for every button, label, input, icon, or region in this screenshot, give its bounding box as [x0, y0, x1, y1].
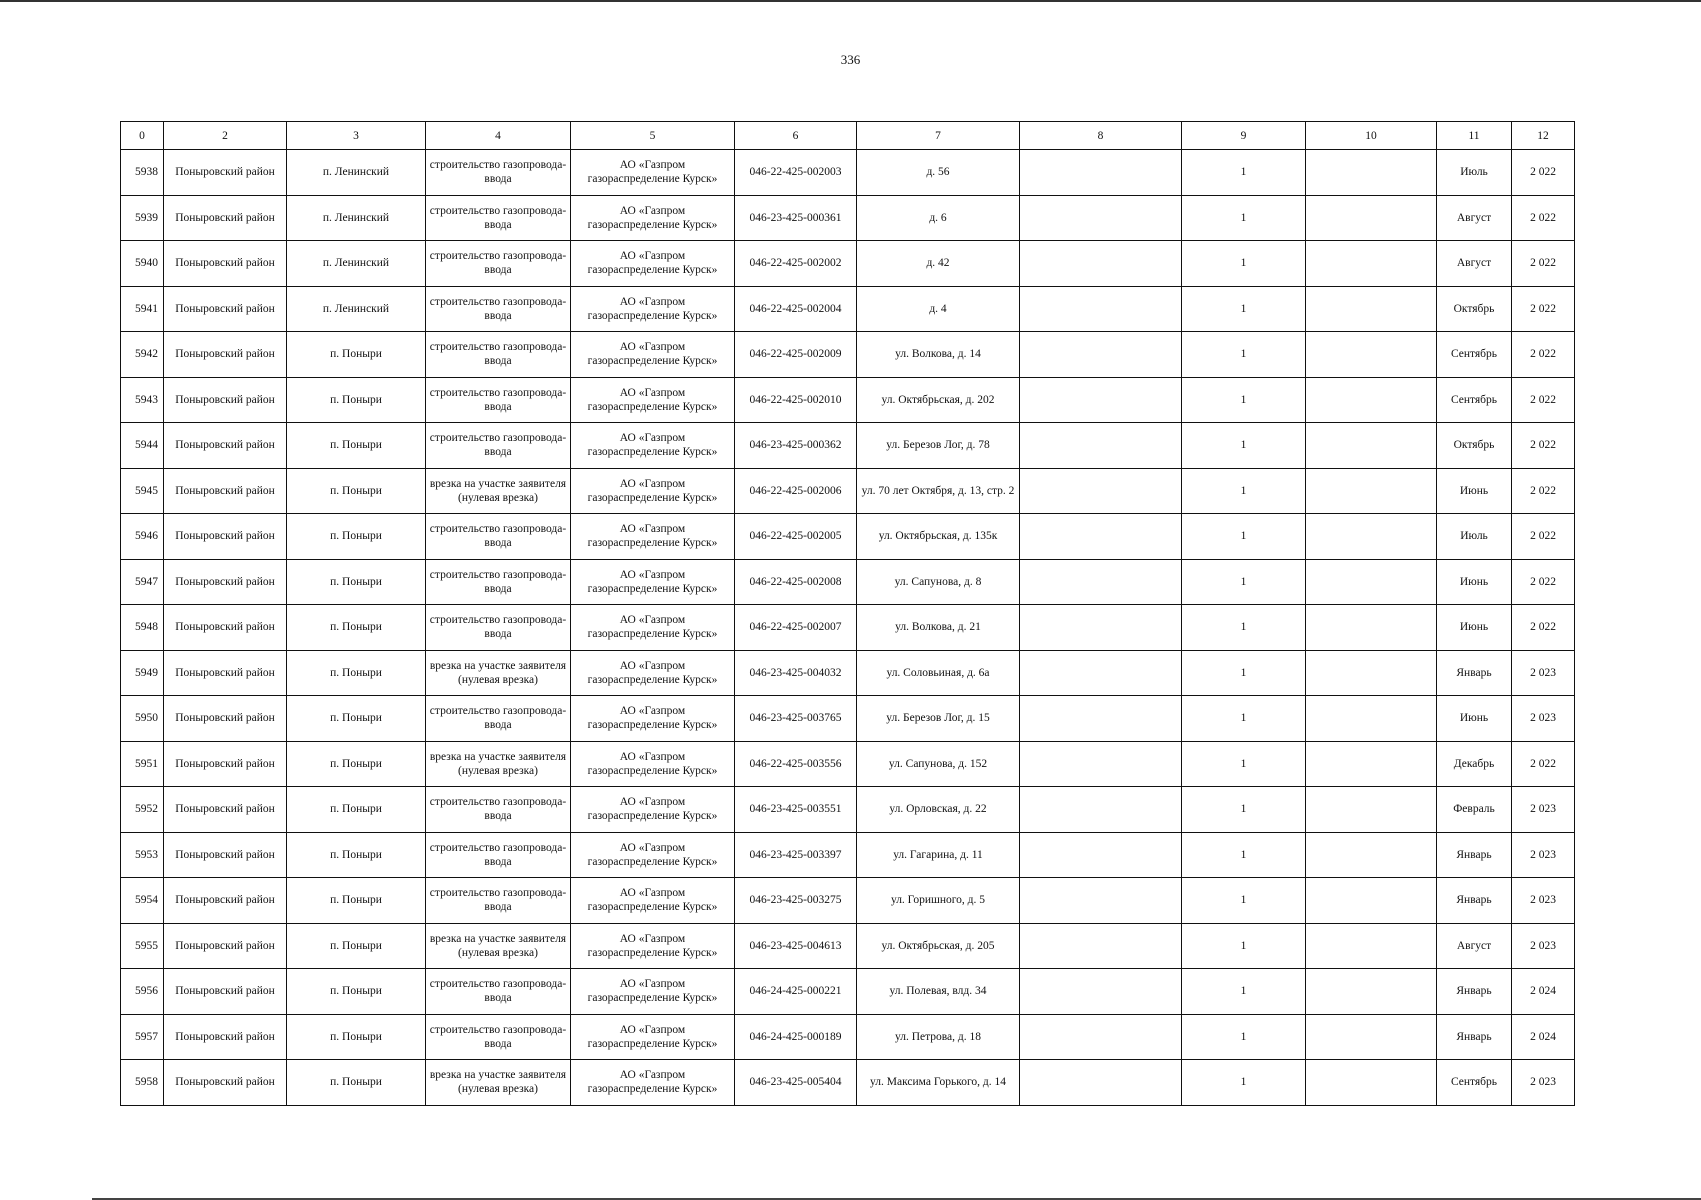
header-cell: 12	[1512, 122, 1575, 150]
month-cell: Июль	[1437, 150, 1512, 196]
work-type-cell: строительство газопровода-ввода	[426, 878, 571, 924]
month-cell: Январь	[1437, 1014, 1512, 1060]
district-cell: Поныровский район	[164, 423, 287, 469]
col10-cell	[1306, 559, 1437, 605]
registry-table	[120, 121, 1575, 1106]
row-id-cell: 5949	[121, 650, 164, 696]
col8-cell	[1020, 286, 1182, 332]
address-cell: ул. Сапунова, д. 8	[857, 559, 1020, 605]
row-id-cell: 5950	[121, 696, 164, 742]
year-cell: 2 024	[1512, 1014, 1575, 1060]
settlement-cell: п. Поныри	[287, 1014, 426, 1060]
district-cell: Поныровский район	[164, 241, 287, 287]
settlement-cell: п. Поныри	[287, 377, 426, 423]
work-type-cell: строительство газопровода-ввода	[426, 195, 571, 241]
work-type-cell: строительство газопровода-ввода	[426, 605, 571, 651]
month-cell: Январь	[1437, 832, 1512, 878]
year-cell: 2 023	[1512, 787, 1575, 833]
row-id-cell: 5953	[121, 832, 164, 878]
col8-cell	[1020, 832, 1182, 878]
organization-cell: АО «Газпром газораспределение Курск»	[571, 514, 735, 560]
col10-cell	[1306, 741, 1437, 787]
organization-cell: АО «Газпром газораспределение Курск»	[571, 650, 735, 696]
row-id-cell: 5941	[121, 286, 164, 332]
col8-cell	[1020, 787, 1182, 833]
quantity-cell: 1	[1182, 1014, 1306, 1060]
table-row	[121, 377, 1575, 423]
settlement-cell: п. Поныри	[287, 559, 426, 605]
district-cell: Поныровский район	[164, 332, 287, 378]
address-cell: д. 4	[857, 286, 1020, 332]
row-id-cell: 5951	[121, 741, 164, 787]
organization-cell: АО «Газпром газораспределение Курск»	[571, 832, 735, 878]
registry-table-container	[120, 121, 1575, 1106]
year-cell: 2 023	[1512, 650, 1575, 696]
col8-cell	[1020, 195, 1182, 241]
header-cell: 11	[1437, 122, 1512, 150]
col10-cell	[1306, 195, 1437, 241]
address-cell: ул. Петрова, д. 18	[857, 1014, 1020, 1060]
year-cell: 2 022	[1512, 150, 1575, 196]
code-cell: 046-22-425-002008	[735, 559, 857, 605]
address-cell: ул. Горишного, д. 5	[857, 878, 1020, 924]
month-cell: Октябрь	[1437, 286, 1512, 332]
settlement-cell: п. Поныри	[287, 923, 426, 969]
code-cell: 046-23-425-004032	[735, 650, 857, 696]
district-cell: Поныровский район	[164, 741, 287, 787]
organization-cell: АО «Газпром газораспределение Курск»	[571, 195, 735, 241]
district-cell: Поныровский район	[164, 605, 287, 651]
quantity-cell: 1	[1182, 377, 1306, 423]
top-edge-rule	[0, 0, 1701, 2]
quantity-cell: 1	[1182, 241, 1306, 287]
row-id-cell: 5952	[121, 787, 164, 833]
table-row	[121, 1060, 1575, 1106]
district-cell: Поныровский район	[164, 514, 287, 560]
col10-cell	[1306, 377, 1437, 423]
work-type-cell: врезка на участке заявителя (нулевая врезка)	[426, 468, 571, 514]
col8-cell	[1020, 514, 1182, 560]
col8-cell	[1020, 559, 1182, 605]
table-row	[121, 150, 1575, 196]
address-cell: ул. Октябрьская, д. 135к	[857, 514, 1020, 560]
address-cell: ул. Соловьиная, д. 6а	[857, 650, 1020, 696]
col8-cell	[1020, 650, 1182, 696]
district-cell: Поныровский район	[164, 650, 287, 696]
work-type-cell: строительство газопровода-ввода	[426, 423, 571, 469]
col8-cell	[1020, 241, 1182, 287]
col10-cell	[1306, 787, 1437, 833]
col8-cell	[1020, 150, 1182, 196]
organization-cell: АО «Газпром газораспределение Курск»	[571, 878, 735, 924]
quantity-cell: 1	[1182, 650, 1306, 696]
col8-cell	[1020, 969, 1182, 1015]
settlement-cell: п. Поныри	[287, 650, 426, 696]
address-cell: ул. Орловская, д. 22	[857, 787, 1020, 833]
row-id-cell: 5957	[121, 1014, 164, 1060]
row-id-cell: 5943	[121, 377, 164, 423]
col10-cell	[1306, 832, 1437, 878]
year-cell: 2 023	[1512, 696, 1575, 742]
organization-cell: АО «Газпром газораспределение Курск»	[571, 559, 735, 605]
row-id-cell: 5938	[121, 150, 164, 196]
address-cell: ул. Октябрьская, д. 205	[857, 923, 1020, 969]
col8-cell	[1020, 878, 1182, 924]
year-cell: 2 023	[1512, 1060, 1575, 1106]
code-cell: 046-23-425-004613	[735, 923, 857, 969]
quantity-cell: 1	[1182, 514, 1306, 560]
settlement-cell: п. Поныри	[287, 332, 426, 378]
year-cell: 2 022	[1512, 286, 1575, 332]
month-cell: Август	[1437, 241, 1512, 287]
quantity-cell: 1	[1182, 559, 1306, 605]
quantity-cell: 1	[1182, 468, 1306, 514]
year-cell: 2 022	[1512, 423, 1575, 469]
work-type-cell: врезка на участке заявителя (нулевая врезка)	[426, 1060, 571, 1106]
table-row	[121, 923, 1575, 969]
address-cell: ул. Волкова, д. 21	[857, 605, 1020, 651]
work-type-cell: строительство газопровода-ввода	[426, 696, 571, 742]
table-row	[121, 605, 1575, 651]
organization-cell: АО «Газпром газораспределение Курск»	[571, 241, 735, 287]
organization-cell: АО «Газпром газораспределение Курск»	[571, 423, 735, 469]
district-cell: Поныровский район	[164, 1060, 287, 1106]
work-type-cell: строительство газопровода-ввода	[426, 559, 571, 605]
row-id-cell: 5939	[121, 195, 164, 241]
col10-cell	[1306, 332, 1437, 378]
year-cell: 2 023	[1512, 878, 1575, 924]
year-cell: 2 022	[1512, 514, 1575, 560]
organization-cell: АО «Газпром газораспределение Курск»	[571, 150, 735, 196]
code-cell: 046-23-425-003765	[735, 696, 857, 742]
header-cell: 0	[121, 122, 164, 150]
row-id-cell: 5945	[121, 468, 164, 514]
col10-cell	[1306, 1060, 1437, 1106]
month-cell: Июнь	[1437, 559, 1512, 605]
code-cell: 046-23-425-000362	[735, 423, 857, 469]
year-cell: 2 022	[1512, 377, 1575, 423]
header-cell: 3	[287, 122, 426, 150]
row-id-cell: 5948	[121, 605, 164, 651]
code-cell: 046-22-425-002010	[735, 377, 857, 423]
code-cell: 046-24-425-000189	[735, 1014, 857, 1060]
code-cell: 046-23-425-003551	[735, 787, 857, 833]
quantity-cell: 1	[1182, 195, 1306, 241]
month-cell: Октябрь	[1437, 423, 1512, 469]
district-cell: Поныровский район	[164, 559, 287, 605]
month-cell: Июнь	[1437, 696, 1512, 742]
year-cell: 2 022	[1512, 605, 1575, 651]
month-cell: Декабрь	[1437, 741, 1512, 787]
table-row	[121, 286, 1575, 332]
organization-cell: АО «Газпром газораспределение Курск»	[571, 969, 735, 1015]
col10-cell	[1306, 969, 1437, 1015]
code-cell: 046-22-425-002004	[735, 286, 857, 332]
quantity-cell: 1	[1182, 741, 1306, 787]
work-type-cell: врезка на участке заявителя (нулевая врезка)	[426, 741, 571, 787]
table-row	[121, 423, 1575, 469]
year-cell: 2 022	[1512, 468, 1575, 514]
table-row	[121, 241, 1575, 287]
organization-cell: АО «Газпром газораспределение Курск»	[571, 332, 735, 378]
settlement-cell: п. Поныри	[287, 741, 426, 787]
col8-cell	[1020, 468, 1182, 514]
code-cell: 046-23-425-003275	[735, 878, 857, 924]
district-cell: Поныровский район	[164, 878, 287, 924]
header-cell: 9	[1182, 122, 1306, 150]
year-cell: 2 022	[1512, 241, 1575, 287]
address-cell: ул. Максима Горького, д. 14	[857, 1060, 1020, 1106]
address-cell: ул. 70 лет Октября, д. 13, стр. 2	[857, 468, 1020, 514]
address-cell: ул. Полевая, влд. 34	[857, 969, 1020, 1015]
col10-cell	[1306, 923, 1437, 969]
settlement-cell: п. Поныри	[287, 878, 426, 924]
address-cell: д. 6	[857, 195, 1020, 241]
registry-body	[121, 150, 1575, 1106]
month-cell: Август	[1437, 923, 1512, 969]
settlement-cell: п. Ленинский	[287, 286, 426, 332]
table-row	[121, 559, 1575, 605]
year-cell: 2 023	[1512, 832, 1575, 878]
address-cell: ул. Октябрьская, д. 202	[857, 377, 1020, 423]
organization-cell: АО «Газпром газораспределение Курск»	[571, 468, 735, 514]
month-cell: Январь	[1437, 650, 1512, 696]
col10-cell	[1306, 286, 1437, 332]
col8-cell	[1020, 696, 1182, 742]
settlement-cell: п. Поныри	[287, 1060, 426, 1106]
district-cell: Поныровский район	[164, 468, 287, 514]
district-cell: Поныровский район	[164, 923, 287, 969]
header-cell: 4	[426, 122, 571, 150]
table-row	[121, 468, 1575, 514]
district-cell: Поныровский район	[164, 195, 287, 241]
table-row	[121, 878, 1575, 924]
header-cell: 6	[735, 122, 857, 150]
month-cell: Август	[1437, 195, 1512, 241]
quantity-cell: 1	[1182, 1060, 1306, 1106]
work-type-cell: врезка на участке заявителя (нулевая врезка)	[426, 923, 571, 969]
district-cell: Поныровский район	[164, 969, 287, 1015]
settlement-cell: п. Ленинский	[287, 195, 426, 241]
row-id-cell: 5944	[121, 423, 164, 469]
month-cell: Сентябрь	[1437, 1060, 1512, 1106]
address-cell: ул. Волкова, д. 14	[857, 332, 1020, 378]
month-cell: Июнь	[1437, 605, 1512, 651]
work-type-cell: строительство газопровода-ввода	[426, 969, 571, 1015]
year-cell: 2 022	[1512, 195, 1575, 241]
col10-cell	[1306, 241, 1437, 287]
quantity-cell: 1	[1182, 332, 1306, 378]
quantity-cell: 1	[1182, 423, 1306, 469]
organization-cell: АО «Газпром газораспределение Курск»	[571, 741, 735, 787]
district-cell: Поныровский район	[164, 832, 287, 878]
address-cell: д. 42	[857, 241, 1020, 287]
settlement-cell: п. Поныри	[287, 514, 426, 560]
header-cell: 7	[857, 122, 1020, 150]
quantity-cell: 1	[1182, 969, 1306, 1015]
settlement-cell: п. Поныри	[287, 787, 426, 833]
month-cell: Сентябрь	[1437, 332, 1512, 378]
code-cell: 046-22-425-002005	[735, 514, 857, 560]
header-cell: 5	[571, 122, 735, 150]
quantity-cell: 1	[1182, 878, 1306, 924]
row-id-cell: 5958	[121, 1060, 164, 1106]
col8-cell	[1020, 1014, 1182, 1060]
code-cell: 046-22-425-002007	[735, 605, 857, 651]
row-id-cell: 5955	[121, 923, 164, 969]
quantity-cell: 1	[1182, 696, 1306, 742]
organization-cell: АО «Газпром газораспределение Курск»	[571, 1014, 735, 1060]
col10-cell	[1306, 696, 1437, 742]
row-id-cell: 5956	[121, 969, 164, 1015]
col10-cell	[1306, 423, 1437, 469]
code-cell: 046-22-425-002003	[735, 150, 857, 196]
code-cell: 046-24-425-000221	[735, 969, 857, 1015]
table-row	[121, 514, 1575, 560]
work-type-cell: строительство газопровода-ввода	[426, 377, 571, 423]
district-cell: Поныровский район	[164, 150, 287, 196]
work-type-cell: строительство газопровода-ввода	[426, 832, 571, 878]
district-cell: Поныровский район	[164, 377, 287, 423]
settlement-cell: п. Поныри	[287, 468, 426, 514]
row-id-cell: 5954	[121, 878, 164, 924]
month-cell: Январь	[1437, 878, 1512, 924]
organization-cell: АО «Газпром газораспределение Курск»	[571, 605, 735, 651]
table-row	[121, 787, 1575, 833]
code-cell: 046-23-425-000361	[735, 195, 857, 241]
col10-cell	[1306, 605, 1437, 651]
month-cell: Январь	[1437, 969, 1512, 1015]
work-type-cell: строительство газопровода-ввода	[426, 514, 571, 560]
work-type-cell: строительство газопровода-ввода	[426, 332, 571, 378]
work-type-cell: строительство газопровода-ввода	[426, 241, 571, 287]
row-id-cell: 5942	[121, 332, 164, 378]
table-row	[121, 195, 1575, 241]
col10-cell	[1306, 878, 1437, 924]
quantity-cell: 1	[1182, 605, 1306, 651]
address-cell: ул. Березов Лог, д. 15	[857, 696, 1020, 742]
table-row	[121, 741, 1575, 787]
address-cell: д. 56	[857, 150, 1020, 196]
col10-cell	[1306, 150, 1437, 196]
year-cell: 2 022	[1512, 332, 1575, 378]
year-cell: 2 022	[1512, 741, 1575, 787]
month-cell: Февраль	[1437, 787, 1512, 833]
page-number: 336	[840, 52, 861, 67]
table-row	[121, 1014, 1575, 1060]
code-cell: 046-22-425-002009	[735, 332, 857, 378]
col10-cell	[1306, 514, 1437, 560]
col8-cell	[1020, 741, 1182, 787]
code-cell: 046-22-425-003556	[735, 741, 857, 787]
month-cell: Сентябрь	[1437, 377, 1512, 423]
settlement-cell: п. Поныри	[287, 969, 426, 1015]
work-type-cell: строительство газопровода-ввода	[426, 1014, 571, 1060]
organization-cell: АО «Газпром газораспределение Курск»	[571, 286, 735, 332]
code-cell: 046-23-425-003397	[735, 832, 857, 878]
col10-cell	[1306, 468, 1437, 514]
quantity-cell: 1	[1182, 832, 1306, 878]
month-cell: Июнь	[1437, 468, 1512, 514]
work-type-cell: врезка на участке заявителя (нулевая врезка)	[426, 650, 571, 696]
table-row	[121, 832, 1575, 878]
row-id-cell: 5946	[121, 514, 164, 560]
header-cell: 8	[1020, 122, 1182, 150]
organization-cell: АО «Газпром газораспределение Курск»	[571, 696, 735, 742]
address-cell: ул. Березов Лог, д. 78	[857, 423, 1020, 469]
row-id-cell: 5940	[121, 241, 164, 287]
col10-cell	[1306, 1014, 1437, 1060]
quantity-cell: 1	[1182, 286, 1306, 332]
organization-cell: АО «Газпром газораспределение Курск»	[571, 787, 735, 833]
district-cell: Поныровский район	[164, 286, 287, 332]
settlement-cell: п. Ленинский	[287, 241, 426, 287]
header-cell: 10	[1306, 122, 1437, 150]
header-cell: 2	[164, 122, 287, 150]
code-cell: 046-22-425-002006	[735, 468, 857, 514]
settlement-cell: п. Ленинский	[287, 150, 426, 196]
organization-cell: АО «Газпром газораспределение Курск»	[571, 377, 735, 423]
col8-cell	[1020, 605, 1182, 651]
district-cell: Поныровский район	[164, 787, 287, 833]
col10-cell	[1306, 650, 1437, 696]
table-row	[121, 696, 1575, 742]
work-type-cell: строительство газопровода-ввода	[426, 787, 571, 833]
table-row	[121, 650, 1575, 696]
col8-cell	[1020, 332, 1182, 378]
col8-cell	[1020, 1060, 1182, 1106]
quantity-cell: 1	[1182, 787, 1306, 833]
month-cell: Июль	[1437, 514, 1512, 560]
settlement-cell: п. Поныри	[287, 605, 426, 651]
year-cell: 2 022	[1512, 559, 1575, 605]
table-row	[121, 332, 1575, 378]
address-cell: ул. Гагарина, д. 11	[857, 832, 1020, 878]
work-type-cell: строительство газопровода-ввода	[426, 286, 571, 332]
col8-cell	[1020, 923, 1182, 969]
quantity-cell: 1	[1182, 150, 1306, 196]
year-cell: 2 024	[1512, 969, 1575, 1015]
organization-cell: АО «Газпром газораспределение Курск»	[571, 923, 735, 969]
address-cell: ул. Сапунова, д. 152	[857, 741, 1020, 787]
code-cell: 046-22-425-002002	[735, 241, 857, 287]
year-cell: 2 023	[1512, 923, 1575, 969]
settlement-cell: п. Поныри	[287, 696, 426, 742]
col8-cell	[1020, 377, 1182, 423]
settlement-cell: п. Поныри	[287, 423, 426, 469]
organization-cell: АО «Газпром газораспределение Курск»	[571, 1060, 735, 1106]
code-cell: 046-23-425-005404	[735, 1060, 857, 1106]
table-row	[121, 969, 1575, 1015]
header-row	[121, 122, 1575, 150]
row-id-cell: 5947	[121, 559, 164, 605]
district-cell: Поныровский район	[164, 1014, 287, 1060]
quantity-cell: 1	[1182, 923, 1306, 969]
settlement-cell: п. Поныри	[287, 832, 426, 878]
district-cell: Поныровский район	[164, 696, 287, 742]
col8-cell	[1020, 423, 1182, 469]
work-type-cell: строительство газопровода-ввода	[426, 150, 571, 196]
